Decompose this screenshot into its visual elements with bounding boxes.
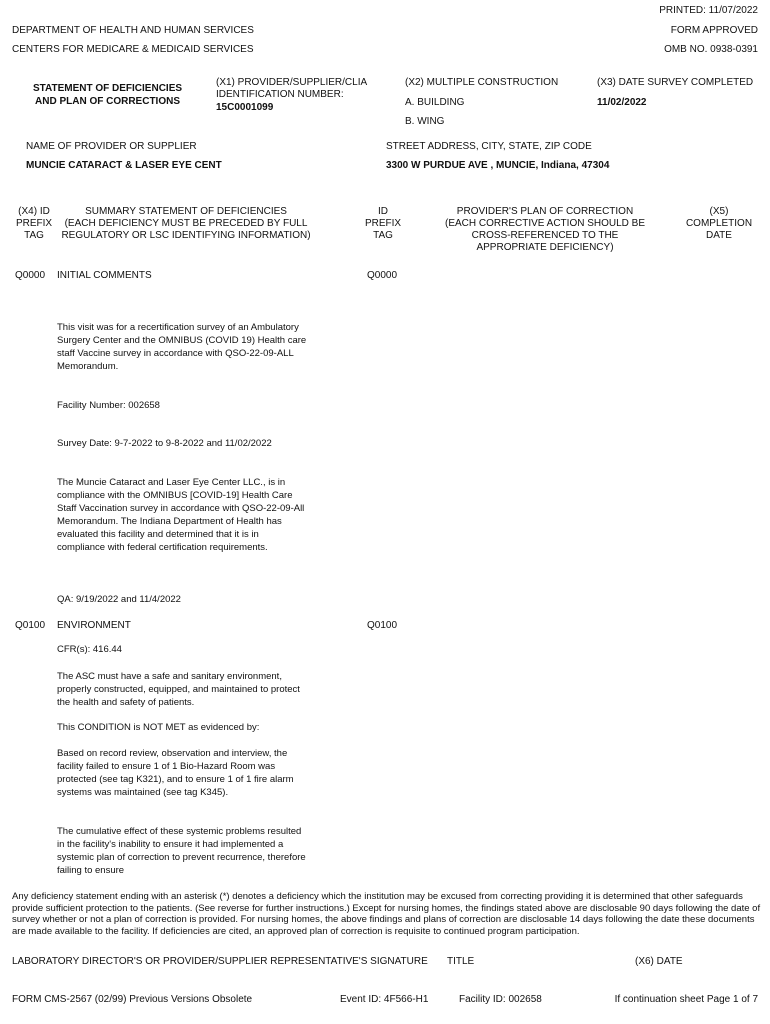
title-label: TITLE <box>447 956 475 967</box>
tag-q0100-right: Q0100 <box>367 620 398 631</box>
col-x4-line3: TAG <box>24 230 44 241</box>
event-id: Event ID: 4F566-H1 <box>340 994 429 1005</box>
x2-building: A. BUILDING <box>405 97 465 108</box>
col-summary-line1: SUMMARY STATEMENT OF DEFICIENCIES <box>85 206 287 217</box>
form-approved: FORM APPROVED <box>670 25 758 36</box>
printed-date: PRINTED: 11/07/2022 <box>659 5 758 16</box>
signature-label: LABORATORY DIRECTOR'S OR PROVIDER/SUPPLIER REPRESENTATIVE'S SIGNATURE <box>12 956 428 967</box>
q0100-title: ENVIRONMENT <box>57 620 131 631</box>
x6-date-label: (X6) DATE <box>635 956 683 967</box>
x1-label-line2: IDENTIFICATION NUMBER: <box>216 89 344 100</box>
provider-name-label: NAME OF PROVIDER OR SUPPLIER <box>26 141 197 152</box>
col-plan-line1: PROVIDER'S PLAN OF CORRECTION <box>456 206 634 217</box>
col-x5-line2: COMPLETION <box>685 218 753 229</box>
omb-number: OMB NO. 0938-0391 <box>664 44 758 55</box>
paragraph-asc-requirement: The ASC must have a safe and sanitary environment, properly constructed, equipped, and maintained to protect the health and safety of patients. <box>57 671 300 708</box>
col-x5-line3: DATE <box>706 230 732 241</box>
paragraph-findings: Based on record review, observation and interview, the facility failed to ensure 1 of 1 Bio-Hazard Room was protected (see tag K321), and to ensure 1 of 1 fire alarm systems was maintained (see tag K345). <box>57 748 294 798</box>
tag-q0000: Q0000 <box>15 270 46 281</box>
x2-label: (X2) MULTIPLE CONSTRUCTION <box>405 77 559 88</box>
col-summary-line3: REGULATORY OR LSC IDENTIFYING INFORMATION) <box>61 230 311 241</box>
paragraph-condition-not-met: This CONDITION is NOT MET as evidenced by: <box>57 722 260 733</box>
form-number: FORM CMS-2567 (02/99) Previous Versions Obsolete <box>12 994 253 1005</box>
col-summary-line2: (EACH DEFICIENCY MUST BE PRECEDED BY FULL <box>64 218 308 229</box>
tag-q0000-right: Q0000 <box>367 270 398 281</box>
q0000-title: INITIAL COMMENTS <box>57 270 152 281</box>
paragraph-cfr: CFR(s): 416.44 <box>57 644 122 655</box>
statement-title-line1: STATEMENT OF DEFICIENCIES <box>32 83 183 94</box>
paragraph-survey-date: Survey Date: 9-7-2022 to 9-8-2022 and 11/02/2022 <box>57 438 272 449</box>
x2-wing: B. WING <box>405 116 445 127</box>
address-value: 3300 W PURDUE AVE , MUNCIE, Indiana, 47304 <box>386 160 610 171</box>
disclosure-footnote: Any deficiency statement ending with an asterisk (*) denotes a deficiency which the institution may be excused from correcting providing it is determined that other safeguards provide sufficient protection to the patients. (See reverse for further instructions.) Except for nursing homes, the findings stated above are disclosable 90 days following the date of survey whether or not a plan of correction is provided. For nursing homes, the above findings and plans of correction are disclosable 14 days following the date these documents are made available to the facility. If deficiencies are cited, an approved plan of correction is requisite to continued program participation. <box>12 891 761 937</box>
col-x5-line1: (X5) <box>709 206 729 217</box>
department-name: DEPARTMENT OF HEALTH AND HUMAN SERVICES <box>12 25 254 36</box>
paragraph-compliance: The Muncie Cataract and Laser Eye Center LLC., is in compliance with the OMNIBUS [COVID-19] Health Care Staff Vaccination survey in accordance with QSO-22-09-All Memorandum. The Indiana Department of Health has evaluated this facility and determined that it is in compliance with federal certification requirements. <box>57 477 305 553</box>
facility-id: Facility ID: 002658 <box>459 994 542 1005</box>
col-id-line2: PREFIX <box>364 218 402 229</box>
paragraph-facility-number: Facility Number: 002658 <box>57 400 160 411</box>
provider-name-value: MUNCIE CATARACT & LASER EYE CENT <box>26 160 222 171</box>
paragraph-qa-dates: QA: 9/19/2022 and 11/4/2022 <box>57 594 181 605</box>
tag-q0100: Q0100 <box>15 620 46 631</box>
page-indicator: If continuation sheet Page 1 of 7 <box>614 994 758 1005</box>
col-x4-line2: PREFIX <box>15 218 53 229</box>
statement-title-line2: AND PLAN OF CORRECTIONS <box>35 96 180 107</box>
col-id-line3: TAG <box>373 230 393 241</box>
col-plan-line3: CROSS-REFERENCED TO THE <box>471 230 619 241</box>
col-plan-line4: APPROPRIATE DEFICIENCY) <box>476 242 614 253</box>
col-x4-line1: (X4) ID <box>18 206 50 217</box>
x1-value: 15C0001099 <box>216 102 274 113</box>
col-id-line1: ID <box>378 206 388 217</box>
col-plan-line2: (EACH CORRECTIVE ACTION SHOULD BE <box>444 218 646 229</box>
x1-label-line1: (X1) PROVIDER/SUPPLIER/CLIA <box>216 77 368 88</box>
paragraph-survey-purpose: This visit was for a recertification survey of an Ambulatory Surgery Center and the OMNIBUS (COVID 19) Health care staff Vaccine survey in accordance with QSO-22-09-ALL Memorandum. <box>57 322 307 372</box>
paragraph-cumulative-effect: The cumulative effect of these systemic problems resulted in the facility's inability to ensure it had implemented a systemic plan of correction to prevent recurrence, therefore failing to ensure <box>57 826 306 876</box>
x3-label: (X3) DATE SURVEY COMPLETED <box>597 77 754 88</box>
centers-name: CENTERS FOR MEDICARE & MEDICAID SERVICES <box>12 44 254 55</box>
x3-value: 11/02/2022 <box>597 97 647 108</box>
address-label: STREET ADDRESS, CITY, STATE, ZIP CODE <box>386 141 592 152</box>
